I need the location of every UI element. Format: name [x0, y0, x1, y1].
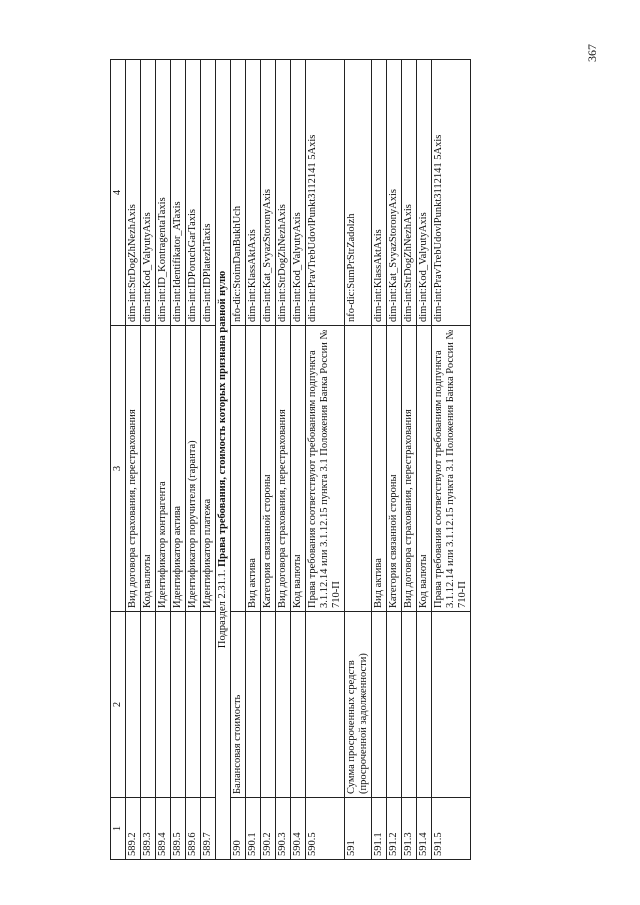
- table-row: [141, 60, 156, 860]
- cell-code: dim-int:Kod_ValyutyAxis: [291, 60, 306, 326]
- cell-code: dim-int:StrDogZhNezhAxis: [402, 60, 417, 326]
- cell-dimension: [345, 326, 372, 612]
- cell-num: 589.5: [171, 798, 186, 860]
- cell-num: 590.1: [246, 798, 261, 860]
- cell-dimension: Категория связанной стороны: [387, 326, 402, 612]
- cell-dimension: Код валюты: [417, 326, 432, 612]
- cell-name: [372, 612, 387, 798]
- table-row: [126, 60, 141, 860]
- cell-dimension: Вид актива: [372, 326, 387, 612]
- table-row: [246, 60, 261, 860]
- cell-num: 590: [231, 798, 246, 860]
- table-row: [201, 60, 216, 860]
- cell-code: nfo-dic:StoimDanBukhUch: [231, 60, 246, 326]
- cell-num: 589.3: [141, 798, 156, 860]
- cell-name: [261, 612, 276, 798]
- cell-dimension: Вид договора страхования, перестрахования: [402, 326, 417, 612]
- cell-name: Сумма просроченных средств (просроченной задолженности): [345, 612, 372, 798]
- cell-num: 590.2: [261, 798, 276, 860]
- section-heading: [216, 60, 231, 860]
- cell-name: [291, 612, 306, 798]
- cell-name: [432, 612, 471, 798]
- cell-code: dim-int:ID_KontragentaTaxis: [156, 60, 171, 326]
- cell-dimension: [231, 326, 246, 612]
- cell-name: [126, 612, 141, 798]
- cell-dimension: Код валюты: [291, 326, 306, 612]
- table-row: [291, 60, 306, 860]
- table-row: [345, 60, 372, 860]
- cell-name: [306, 612, 345, 798]
- section-row: [216, 60, 231, 860]
- header-cell: 4: [111, 60, 126, 326]
- cell-name: [156, 612, 171, 798]
- cell-num: 591.2: [387, 798, 402, 860]
- table-row: [171, 60, 186, 860]
- header-cell: 1: [111, 798, 126, 860]
- table-body: [111, 60, 471, 860]
- table-row: [261, 60, 276, 860]
- cell-name: [246, 612, 261, 798]
- cell-code: dim-int:StrDogZhNezhAxis: [276, 60, 291, 326]
- header-row: [111, 60, 126, 860]
- header-cell: 3: [111, 326, 126, 612]
- table-row: [387, 60, 402, 860]
- cell-dimension: Права требования соответствуют требованиям подпункта 3.1.12.14 или 3.1.12.15 пункта 3.1 Положения Банка России № 710-П: [306, 326, 345, 612]
- cell-name: [402, 612, 417, 798]
- cell-code: nfo-dic:SumPrStrZadolzh: [345, 60, 372, 326]
- data-table: [110, 59, 471, 860]
- cell-code: dim-int:Kod_ValyutyAxis: [141, 60, 156, 326]
- cell-name: [186, 612, 201, 798]
- cell-code: dim-int:IDPoruchGarTaxis: [186, 60, 201, 326]
- table-row: [306, 60, 345, 860]
- cell-name: [141, 612, 156, 798]
- table-row: [402, 60, 417, 860]
- cell-num: 590.3: [276, 798, 291, 860]
- cell-dimension: Идентификатор платежа: [201, 326, 216, 612]
- cell-code: dim-int:Kat_SvyazStoronyAxis: [261, 60, 276, 326]
- page-number: 367: [585, 44, 599, 62]
- cell-name: [387, 612, 402, 798]
- cell-code: dim-int:Kat_SvyazStoronyAxis: [387, 60, 402, 326]
- cell-num: 590.5: [306, 798, 345, 860]
- table-row: [372, 60, 387, 860]
- table-row: [186, 60, 201, 860]
- cell-num: 589.2: [126, 798, 141, 860]
- cell-dimension: Идентификатор актива: [171, 326, 186, 612]
- header-cell: 2: [111, 612, 126, 798]
- cell-name: [171, 612, 186, 798]
- cell-code: dim-int:PravTrebUdovlPunkt3112141 5Axis: [432, 60, 471, 326]
- cell-code: dim-int:KlassAktAxis: [246, 60, 261, 326]
- cell-dimension: Категория связанной стороны: [261, 326, 276, 612]
- cell-num: 591.4: [417, 798, 432, 860]
- cell-dimension: Вид договора страхования, перестрахования: [276, 326, 291, 612]
- cell-num: 589.6: [186, 798, 201, 860]
- cell-num: 591.5: [432, 798, 471, 860]
- table-row: [276, 60, 291, 860]
- cell-name: Балансовая стоимость: [231, 612, 246, 798]
- cell-code: dim-int:Kod_ValyutyAxis: [417, 60, 432, 326]
- table-row: [432, 60, 471, 860]
- cell-dimension: Идентификатор поручителя (гаранта): [186, 326, 201, 612]
- cell-dimension: Идентификатор контрагента: [156, 326, 171, 612]
- cell-num: 591.1: [372, 798, 387, 860]
- table-row: [231, 60, 246, 860]
- cell-dimension: Вид актива: [246, 326, 261, 612]
- cell-code: dim-int:IDPlatezhTaxis: [201, 60, 216, 326]
- cell-dimension: Код валюты: [141, 326, 156, 612]
- cell-name: [417, 612, 432, 798]
- cell-code: dim-int:KlassAktAxis: [372, 60, 387, 326]
- cell-name: [201, 612, 216, 798]
- table-row: [417, 60, 432, 860]
- table-row: [156, 60, 171, 860]
- cell-num: 590.4: [291, 798, 306, 860]
- cell-name: [276, 612, 291, 798]
- cell-num: 589.4: [156, 798, 171, 860]
- cell-code: dim-int:PravTrebUdovlPunkt3112141 5Axis: [306, 60, 345, 326]
- cell-num: 591: [345, 798, 372, 860]
- cell-dimension: Вид договора страхования, перестрахования: [126, 326, 141, 612]
- cell-code: dim-int:Identifikator_ATaxis: [171, 60, 186, 326]
- section-title: Права требования, стоимость которых признана равной нулю: [217, 270, 228, 568]
- rotated-page: [110, 60, 550, 860]
- section-prefix: Подраздел 2.31.1.: [217, 569, 228, 649]
- cell-dimension: Права требования соответствуют требованиям подпункта 3.1.12.14 или 3.1.12.15 пункта 3.1 Положения Банка России № 710-П: [432, 326, 471, 612]
- cell-num: 589.7: [201, 798, 216, 860]
- cell-code: dim-int:StrDogZhNezhAxis: [126, 60, 141, 326]
- cell-num: 591.3: [402, 798, 417, 860]
